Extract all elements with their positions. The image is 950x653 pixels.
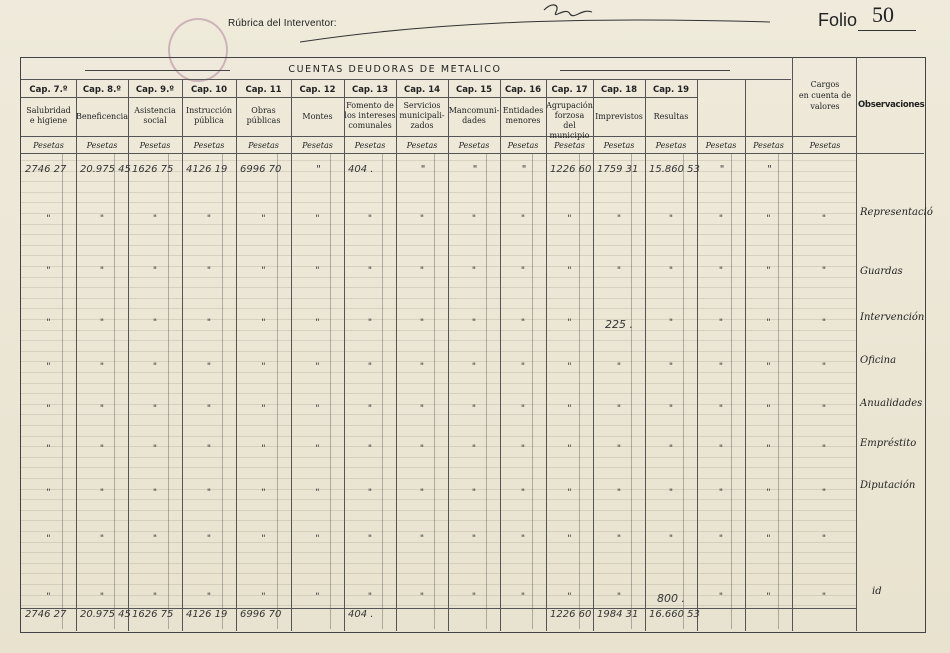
column-description (500, 106, 546, 126)
description-line: pública (194, 116, 224, 125)
ledger-cell: " (206, 362, 212, 372)
observacion-entry: Representació (860, 207, 933, 218)
column-unit-label: Pesetas (248, 141, 279, 150)
ledger-cell: " (46, 362, 51, 372)
ledger-cell: " (315, 318, 320, 328)
ledger-cell: " (821, 534, 827, 544)
ledger-cell: " (821, 266, 827, 276)
ledger-cell: " (567, 266, 572, 276)
total-cell: 20.975 45 (80, 609, 131, 620)
ledger-cell: " (766, 362, 771, 372)
ledger-cell: " (766, 214, 771, 224)
description-line: menores (505, 116, 541, 125)
ledger-cell: " (152, 534, 158, 544)
cents-divider (683, 153, 684, 629)
column-unit-label: Pesetas (406, 141, 438, 150)
column-unit-label: Pesetas (655, 141, 687, 150)
ledger-cell: " (99, 266, 105, 276)
ledger-cell: " (367, 444, 373, 454)
description-line: Asistencia (134, 106, 176, 115)
ledger-cell: " (471, 488, 477, 498)
ledger-cell: " (206, 318, 212, 328)
ledger-cell: " (99, 214, 105, 224)
column-divider (792, 57, 793, 631)
ledger-cell: " (367, 214, 373, 224)
ledger-cell: " (718, 214, 724, 224)
cargos-line-1: Cargos (810, 80, 840, 89)
cents-divider (631, 153, 632, 629)
folio-underline (858, 30, 916, 31)
observacion-entry: Oficina (860, 355, 897, 366)
cents-divider (579, 153, 580, 629)
column-cap-label: Cap. 12 (299, 85, 336, 95)
ledger-cell: " (152, 404, 158, 414)
total-cell: 6996 70 (240, 609, 282, 620)
ledger-cell: 6996 70 (240, 164, 282, 175)
ledger-cell: " (46, 266, 51, 276)
ledger-cell: " (668, 444, 674, 454)
ledger-cell: " (206, 534, 212, 544)
total-cell: 4126 19 (186, 609, 228, 620)
ledger-cell: " (718, 266, 724, 276)
ledger-cell: " (419, 266, 425, 276)
column-divider (856, 57, 857, 631)
ledger-cell: " (152, 444, 158, 454)
ledger-cell: " (152, 592, 158, 602)
column-cap-label: Cap. 18 (600, 85, 638, 95)
column-divider (500, 79, 501, 631)
ledger-cell: " (152, 488, 158, 498)
ledger-cell: " (206, 404, 212, 414)
ledger-cell: " (261, 444, 266, 454)
column-divider (593, 79, 594, 631)
description-line: municipali- (399, 111, 445, 120)
column-description (546, 101, 593, 141)
cents-divider (382, 153, 383, 629)
ledger-cell: " (616, 444, 622, 454)
ledger-cell: " (46, 592, 51, 602)
ledger-cell: " (567, 362, 572, 372)
ledger-cell: " (367, 318, 373, 328)
ledger-cell: " (821, 318, 827, 328)
total-cell: 1226 60 (550, 609, 592, 620)
ledger-cell: " (718, 404, 724, 414)
ledger-cell: " (567, 534, 572, 544)
column-divider (344, 79, 345, 631)
ledger-cell: 225 . (605, 318, 633, 331)
ledger-cell: 1226 60 (550, 164, 592, 175)
column-description (182, 106, 236, 126)
description-line: zados (410, 121, 434, 130)
ledger-cell: " (315, 488, 320, 498)
ledger-cell: " (471, 534, 477, 544)
description-line: Beneficencia (76, 112, 129, 121)
ledger-cell: " (766, 318, 771, 328)
ledger-cell: " (46, 318, 51, 328)
ledger-cell: " (99, 362, 105, 372)
ledger-cell: 20.975 45 (80, 164, 131, 175)
total-cell: 2746 27 (25, 609, 67, 620)
column-divider (236, 79, 237, 631)
ledger-cell: " (367, 362, 373, 372)
ledger-cell: " (821, 214, 827, 224)
ledger-cell: " (99, 534, 105, 544)
cents-divider (434, 153, 435, 629)
ledger-cell: " (206, 592, 212, 602)
ledger-cell: " (567, 444, 572, 454)
column-cap-label: Cap. 8.º (82, 85, 122, 95)
ledger-cell: 800 . (657, 592, 685, 605)
cargos-line-3: valores (810, 102, 840, 111)
total-cell: 404 . (348, 609, 374, 620)
ledger-cell: " (567, 404, 572, 414)
ledger-cell: " (471, 362, 477, 372)
ledger-cell: " (46, 534, 51, 544)
column-description (21, 106, 76, 126)
description-line: Resultas (653, 112, 689, 121)
ledger-cell: " (766, 404, 771, 414)
ledger-cell: " (315, 404, 320, 414)
column-cap-label: Cap. 16 (504, 85, 542, 95)
ledger-cell: 1626 75 (132, 164, 174, 175)
cents-divider (731, 153, 732, 629)
ledger-cell: " (668, 362, 674, 372)
ledger-cell: 404 . (348, 164, 374, 175)
ledger-cell: " (315, 214, 320, 224)
ledger-cell: " (419, 214, 425, 224)
column-cap-label: Cap. 7.º (29, 85, 68, 95)
ledger-cell: " (767, 164, 772, 175)
ledger-cell: " (821, 404, 827, 414)
ledger-cell: " (766, 444, 771, 454)
ledger-cell: " (471, 444, 477, 454)
description-line: forzosa (554, 111, 585, 120)
ledger-cell: " (367, 592, 373, 602)
ledger-cell: " (718, 592, 724, 602)
ledger-cell: " (821, 592, 827, 602)
cents-divider (778, 153, 779, 629)
cents-divider (222, 153, 223, 629)
observacion-entry: Guardas (860, 266, 903, 277)
ledger-cell: 4126 19 (186, 164, 228, 175)
ledger-cell: 1759 31 (597, 164, 639, 175)
cents-divider (486, 153, 487, 629)
observaciones-header: Observaciones (858, 100, 925, 110)
ledger-cell: " (766, 534, 771, 544)
column-unit-label: Pesetas (193, 141, 225, 150)
ledger-cell: " (719, 164, 725, 175)
ledger-cell: " (46, 404, 51, 414)
column-unit-label: Pesetas (753, 141, 784, 150)
description-line: Entidades (502, 106, 544, 115)
ledger-cell: " (718, 534, 724, 544)
column-unit-label: Pesetas (33, 141, 64, 150)
observacion-entry: Intervención (860, 312, 925, 323)
ledger-cell: " (261, 404, 266, 414)
folio-number: 50 (872, 2, 894, 27)
ledger-cell: " (616, 214, 622, 224)
description-line: Servicios (403, 101, 441, 110)
ledger-cell: " (261, 318, 266, 328)
column-divider (745, 79, 746, 631)
ledger-cell: " (520, 214, 526, 224)
column-divider (396, 79, 397, 631)
cargos-header (795, 79, 855, 112)
ledger-cell: " (718, 444, 724, 454)
ledger-cell: " (766, 592, 771, 602)
description-line: Agrupación (546, 101, 593, 110)
description-line: Obras (251, 106, 276, 115)
ledger-cell: " (616, 488, 622, 498)
ledger-cell: " (718, 318, 724, 328)
ledger-cell: " (367, 488, 373, 498)
cents-divider (62, 153, 63, 629)
ledger-cell: " (315, 362, 320, 372)
ledger-cell: " (521, 164, 527, 175)
ledger-cell: " (152, 266, 158, 276)
column-divider (182, 79, 183, 631)
total-cell: 1626 75 (132, 609, 174, 620)
column-divider (697, 79, 698, 631)
ledger-cell: " (46, 488, 51, 498)
ledger-cell: " (668, 404, 674, 414)
ledger-cell: 15.860 53 (649, 164, 700, 175)
ledger-cell: " (99, 488, 105, 498)
column-divider (546, 79, 547, 631)
description-line: Mancomuni- (448, 106, 500, 115)
title-rule-right (560, 70, 730, 71)
title-rule-left (85, 70, 230, 71)
column-cap-label: Cap. 19 (652, 85, 690, 95)
ledger-cell: " (668, 534, 674, 544)
ledger-cell: " (471, 214, 477, 224)
ledger-cell: " (367, 266, 373, 276)
ledger-cell: " (419, 362, 425, 372)
column-cap-label: Cap. 13 (351, 85, 389, 95)
ledger-cell: " (367, 534, 373, 544)
ledger-cell: " (567, 488, 572, 498)
column-unit-label: Pesetas (354, 141, 386, 150)
ledger-cell: " (520, 318, 526, 328)
column-divider (291, 79, 292, 631)
ledger-cell: " (206, 266, 212, 276)
observacion-entry: Empréstito (860, 438, 917, 449)
ledger-cell: " (668, 488, 674, 498)
total-cell: 1984 31 (597, 609, 639, 620)
ledger-cell: " (766, 488, 771, 498)
ledger-cell: " (261, 214, 266, 224)
ledger-cell: " (821, 444, 827, 454)
ledger-cell: " (419, 318, 425, 328)
row-rule (21, 97, 697, 98)
cents-divider (277, 153, 278, 629)
ledger-cell: " (419, 488, 425, 498)
rubrica-label: Rúbrica del Interventor: (228, 18, 337, 29)
description-line: comunales (348, 121, 392, 130)
description-line: social (143, 116, 167, 125)
ledger-cell: " (46, 214, 51, 224)
observacion-entry: id (872, 586, 882, 597)
ledger-cell: " (821, 362, 827, 372)
column-unit-label: Pesetas (458, 141, 490, 150)
ledger-cell: " (152, 318, 158, 328)
ledger-cell: " (99, 444, 105, 454)
ledger-cell: " (206, 444, 212, 454)
ledger-cell: " (668, 266, 674, 276)
ledger-cell: " (419, 404, 425, 414)
column-cap-label: Cap. 10 (190, 85, 228, 95)
column-cap-label: Cap. 9.º (135, 85, 175, 95)
column-description (128, 106, 182, 126)
description-line: Imprevistos (595, 112, 643, 121)
ledger-cell: " (315, 444, 320, 454)
ledger-cell: " (471, 592, 477, 602)
ledger-cell: " (718, 488, 724, 498)
row-rule (21, 153, 924, 154)
folio-label: Folio (818, 10, 858, 30)
column-description (76, 112, 128, 122)
column-cap-label: Cap. 15 (455, 85, 493, 95)
observacion-entry: Diputación (860, 480, 916, 491)
ledger-cell: " (261, 362, 266, 372)
row-rule (21, 79, 791, 80)
ledger-cell: " (718, 362, 724, 372)
column-description (344, 101, 396, 131)
column-unit-label: Pesetas (139, 141, 171, 150)
ledger-cell: " (567, 214, 572, 224)
ledger-cell: 2746 27 (25, 164, 67, 175)
description-line: públicas (246, 116, 281, 125)
ledger-cell: " (766, 266, 771, 276)
column-divider (128, 79, 129, 631)
ledger-cell: " (616, 362, 622, 372)
column-cap-label: Cap. 17 (551, 85, 588, 95)
description-line: Montes (302, 112, 333, 121)
column-cap-label: Cap. 14 (403, 85, 441, 95)
ledger-cell: " (520, 592, 526, 602)
ledger-cell: " (206, 488, 212, 498)
signature-stroke (300, 14, 780, 44)
description-line: e higiene (29, 116, 68, 125)
ledger-cell: " (316, 164, 321, 175)
ledger-cell: " (668, 214, 674, 224)
column-unit-label: Pesetas (705, 141, 737, 150)
ledger-cell: " (367, 404, 373, 414)
ledger-cell: " (520, 404, 526, 414)
ledger-cell: " (206, 214, 212, 224)
cargos-line-2: en cuenta de (798, 91, 852, 100)
ledger-cell: " (668, 318, 674, 328)
ledger-cell: " (567, 318, 572, 328)
column-description (236, 106, 291, 126)
observacion-entry: Anualidades (860, 398, 923, 409)
ledger-cell: " (261, 266, 266, 276)
column-description (291, 112, 344, 122)
description-line: Instrucción (185, 106, 233, 115)
ledger-cell: " (420, 164, 426, 175)
ledger-cell: " (99, 404, 105, 414)
column-unit-label: Pesetas (603, 141, 635, 150)
ledger-cell: " (520, 488, 526, 498)
column-description (448, 106, 500, 126)
column-divider (645, 79, 646, 631)
column-unit-label: Pesetas (302, 141, 333, 150)
ledger-cell: " (520, 534, 526, 544)
column-description (593, 112, 645, 122)
row-rule (21, 136, 856, 137)
ledger-cell: " (315, 266, 320, 276)
description-line: dades (462, 116, 486, 125)
column-description (396, 101, 448, 131)
description-line: Salubridad (26, 106, 71, 115)
ledger-cell: " (261, 592, 266, 602)
cents-divider (114, 153, 115, 629)
column-cap-label: Cap. 11 (245, 85, 282, 95)
ledger-cell: " (520, 444, 526, 454)
ledger-cell: " (99, 318, 105, 328)
ledger-cell: " (520, 266, 526, 276)
ledger-cell: " (471, 266, 477, 276)
cents-divider (168, 153, 169, 629)
ledger-cell: " (616, 404, 622, 414)
ledger-cell: " (261, 534, 266, 544)
column-unit-label: Pesetas (507, 141, 539, 150)
ledger-cell: " (520, 362, 526, 372)
description-line: del municipio (549, 121, 590, 140)
ledger-cell: " (315, 534, 320, 544)
ledger-cell: " (419, 444, 425, 454)
cents-divider (532, 153, 533, 629)
ledger-cell: " (821, 488, 827, 498)
ledger-cell: " (567, 592, 572, 602)
ledger-cell: " (152, 214, 158, 224)
ledger-cell: " (46, 444, 51, 454)
cents-divider (330, 153, 331, 629)
ledger-cell: " (99, 592, 105, 602)
ledger-cell: " (616, 592, 622, 602)
total-cell: 16.660 53 (649, 609, 700, 620)
ledger-cell: " (419, 534, 425, 544)
column-unit-label: Pesetas (86, 141, 118, 150)
ledger-cell: " (315, 592, 320, 602)
column-divider (448, 79, 449, 631)
ledger-cell: " (472, 164, 478, 175)
ledger-cell: " (616, 266, 622, 276)
cargos-unit: Pesetas (809, 141, 841, 150)
ledger-cell: " (261, 488, 266, 498)
description-line: Fomento de (346, 101, 394, 110)
ledger-cell: " (471, 318, 477, 328)
table-title: CUENTAS DEUDORAS DE METALICO (288, 64, 502, 75)
ledger-cell: " (419, 592, 425, 602)
column-divider (76, 79, 77, 631)
description-line: los intereses (344, 111, 396, 120)
ledger-cell: " (152, 362, 158, 372)
column-description (645, 112, 697, 122)
ledger-cell: " (471, 404, 477, 414)
column-unit-label: Pesetas (554, 141, 585, 150)
ledger-cell: " (616, 534, 622, 544)
